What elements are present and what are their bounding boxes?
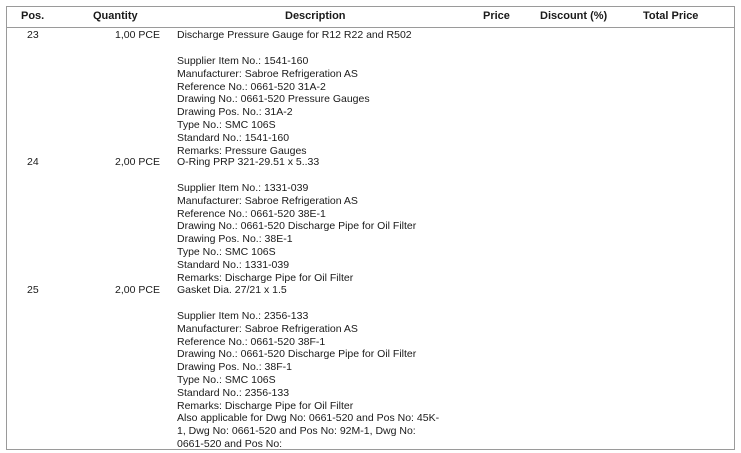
- detail-line: Supplier Item No.: 1541-160: [177, 55, 309, 67]
- header-total-price: Total Price: [643, 10, 699, 22]
- detail-line: Drawing Pos. No.: 38E-1: [177, 233, 293, 246]
- detail-line: Supplier Item No.: 2356-133: [177, 310, 309, 322]
- detail-line: Remarks: Pressure Gauges: [177, 144, 307, 157]
- detail-line: 0661-520 and Pos No:: [177, 437, 283, 450]
- header-description: Description: [285, 10, 346, 22]
- detail-line: Standard No.: 1331-039: [177, 258, 290, 271]
- item-quantity: 1,00 PCE: [115, 29, 160, 41]
- detail-line: Manufacturer: Sabroe Refrigeration AS: [177, 67, 358, 80]
- detail-line: Type No.: SMC 106S: [177, 373, 276, 386]
- header-quantity: Quantity: [93, 10, 138, 22]
- item-quantity: 2,00 PCE: [115, 156, 160, 168]
- item-details: [177, 55, 462, 157]
- item-title: Discharge Pressure Gauge for R12 R22 and R502: [177, 29, 412, 41]
- detail-line: Manufacturer: Sabroe Refrigeration AS: [177, 194, 358, 207]
- detail-line: Manufacturer: Sabroe Refrigeration AS: [177, 322, 358, 335]
- detail-line: Drawing Pos. No.: 31A-2: [177, 106, 293, 119]
- item-title: O-Ring PRP 321-29.51 x 5..33: [177, 156, 320, 168]
- detail-line: Drawing No.: 0661-520 Discharge Pipe for Oil Filter: [177, 348, 417, 361]
- detail-line: Remarks: Discharge Pipe for Oil Filter: [177, 271, 354, 284]
- detail-line: Reference No.: 0661-520 31A-2: [177, 80, 326, 93]
- item-pos: 23: [27, 29, 39, 41]
- detail-line: Reference No.: 0661-520 38E-1: [177, 207, 326, 220]
- item-description: [177, 284, 462, 451]
- item-title: Gasket Dia. 27/21 x 1.5: [177, 284, 287, 296]
- header-pos: Pos.: [21, 10, 45, 22]
- order-lines-table: [6, 6, 735, 450]
- header-price: Price: [483, 10, 510, 22]
- detail-line: Drawing No.: 0661-520 Pressure Gauges: [177, 93, 370, 106]
- item-pos: 24: [27, 156, 39, 168]
- item-description: [177, 29, 462, 157]
- item-description: [177, 156, 462, 284]
- header-divider: [7, 27, 734, 28]
- detail-line: Standard No.: 1541-160: [177, 131, 290, 144]
- detail-line: Reference No.: 0661-520 38F-1: [177, 335, 326, 348]
- detail-line: Also applicable for Dwg No: 0661-520 and Pos No: 45K-: [177, 412, 440, 425]
- item-pos: 25: [27, 284, 39, 296]
- item-quantity: 2,00 PCE: [115, 284, 160, 296]
- detail-line: Remarks: Discharge Pipe for Oil Filter: [177, 399, 354, 412]
- detail-line: 1, Dwg No: 0661-520 and Pos No: 92M-1, Dwg No:: [177, 425, 416, 438]
- item-details: [177, 310, 462, 451]
- header-discount: Discount (%): [540, 10, 608, 22]
- detail-line: Drawing No.: 0661-520 Discharge Pipe for Oil Filter: [177, 220, 417, 233]
- detail-line: Type No.: SMC 106S: [177, 118, 276, 131]
- item-details: [177, 182, 462, 284]
- detail-line: Type No.: SMC 106S: [177, 245, 276, 258]
- detail-line: Drawing Pos. No.: 38F-1: [177, 361, 292, 374]
- detail-line: Standard No.: 2356-133: [177, 386, 290, 399]
- detail-line: Supplier Item No.: 1331-039: [177, 182, 309, 194]
